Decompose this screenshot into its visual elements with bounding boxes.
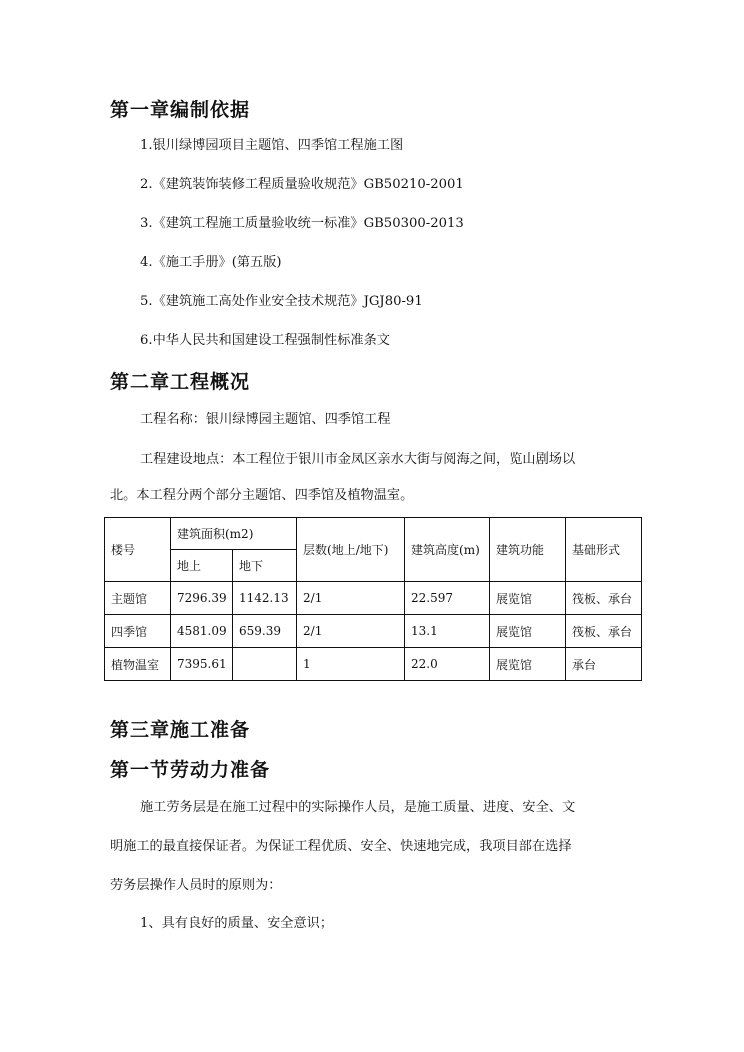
project-location-line-1: 工程建设地点：本工程位于银川市金凤区亲水大街与阅海之间，览山剧场以 <box>140 452 576 467</box>
chapter2-heading: 第二章工程概况 <box>110 371 251 393</box>
basis-item-4: 4.《施工手册》(第五版) <box>140 255 282 270</box>
header-floors: 层数(地上/地下) <box>297 518 405 582</box>
cell-foundation: 筏板、承台 <box>566 582 642 615</box>
cell-floors: 1 <box>297 648 405 681</box>
cell-function: 展览馆 <box>490 648 566 681</box>
header-area: 建筑面积(m2) <box>171 518 297 550</box>
basis-item-1: 1.银川绿博园项目主题馆、四季馆工程施工图 <box>140 138 404 153</box>
basis-item-2: 2.《建筑装饰装修工程质量验收规范》GB50210-2001 <box>140 177 464 192</box>
cell-height: 22.597 <box>405 582 490 615</box>
basis-item-6: 6.中华人民共和国建设工程强制性标准条文 <box>140 333 390 348</box>
labor-paragraph-line-2: 明施工的最直接保证者。为保证工程优质、安全、快速地完成，我项目部在选择 <box>110 839 572 854</box>
header-below: 地下 <box>233 550 297 582</box>
cell-floors: 2/1 <box>297 615 405 648</box>
basis-item-5: 5.《建筑施工高处作业安全技术规范》JGJ80-91 <box>140 294 423 309</box>
header-height: 建筑高度(m) <box>405 518 490 582</box>
cell-below <box>233 648 297 681</box>
cell-building: 四季馆 <box>105 615 171 648</box>
cell-below: 1142.13 <box>233 582 297 615</box>
cell-above: 7395.61 <box>171 648 233 681</box>
basis-item-3: 3.《建筑工程施工质量验收统一标准》GB50300-2013 <box>140 216 464 231</box>
header-above: 地上 <box>171 550 233 582</box>
project-name-line: 工程名称：银川绿博园主题馆、四季馆工程 <box>140 412 391 427</box>
principle-item-1: 1、具有良好的质量、安全意识； <box>140 916 334 931</box>
cell-foundation: 筏板、承台 <box>566 615 642 648</box>
cell-building: 主题馆 <box>105 582 171 615</box>
header-function: 建筑功能 <box>490 518 566 582</box>
project-location-line-2: 北。本工程分两个部分主题馆、四季馆及植物温室。 <box>110 488 414 503</box>
header-foundation: 基础形式 <box>566 518 642 582</box>
building-table <box>104 517 642 681</box>
table-row <box>105 648 642 681</box>
header-building: 楼号 <box>105 518 171 582</box>
cell-above: 4581.09 <box>171 615 233 648</box>
table-row <box>105 615 642 648</box>
cell-below: 659.39 <box>233 615 297 648</box>
cell-function: 展览馆 <box>490 615 566 648</box>
labor-paragraph-line-1: 施工劳务层是在施工过程中的实际操作人员，是施工质量、进度、安全、文 <box>140 800 576 815</box>
chapter1-heading: 第一章编制依据 <box>110 99 251 121</box>
cell-floors: 2/1 <box>297 582 405 615</box>
cell-above: 7296.39 <box>171 582 233 615</box>
table-row <box>105 582 642 615</box>
cell-foundation: 承台 <box>566 648 642 681</box>
labor-paragraph-line-3: 劳务层操作人员时的原则为： <box>110 878 282 893</box>
cell-height: 22.0 <box>405 648 490 681</box>
cell-building: 植物温室 <box>105 648 171 681</box>
cell-height: 13.1 <box>405 615 490 648</box>
chapter3-heading: 第三章施工准备 <box>110 719 251 741</box>
cell-function: 展览馆 <box>490 582 566 615</box>
table-header-row <box>105 518 642 550</box>
section1-heading: 第一节劳动力准备 <box>110 759 271 781</box>
